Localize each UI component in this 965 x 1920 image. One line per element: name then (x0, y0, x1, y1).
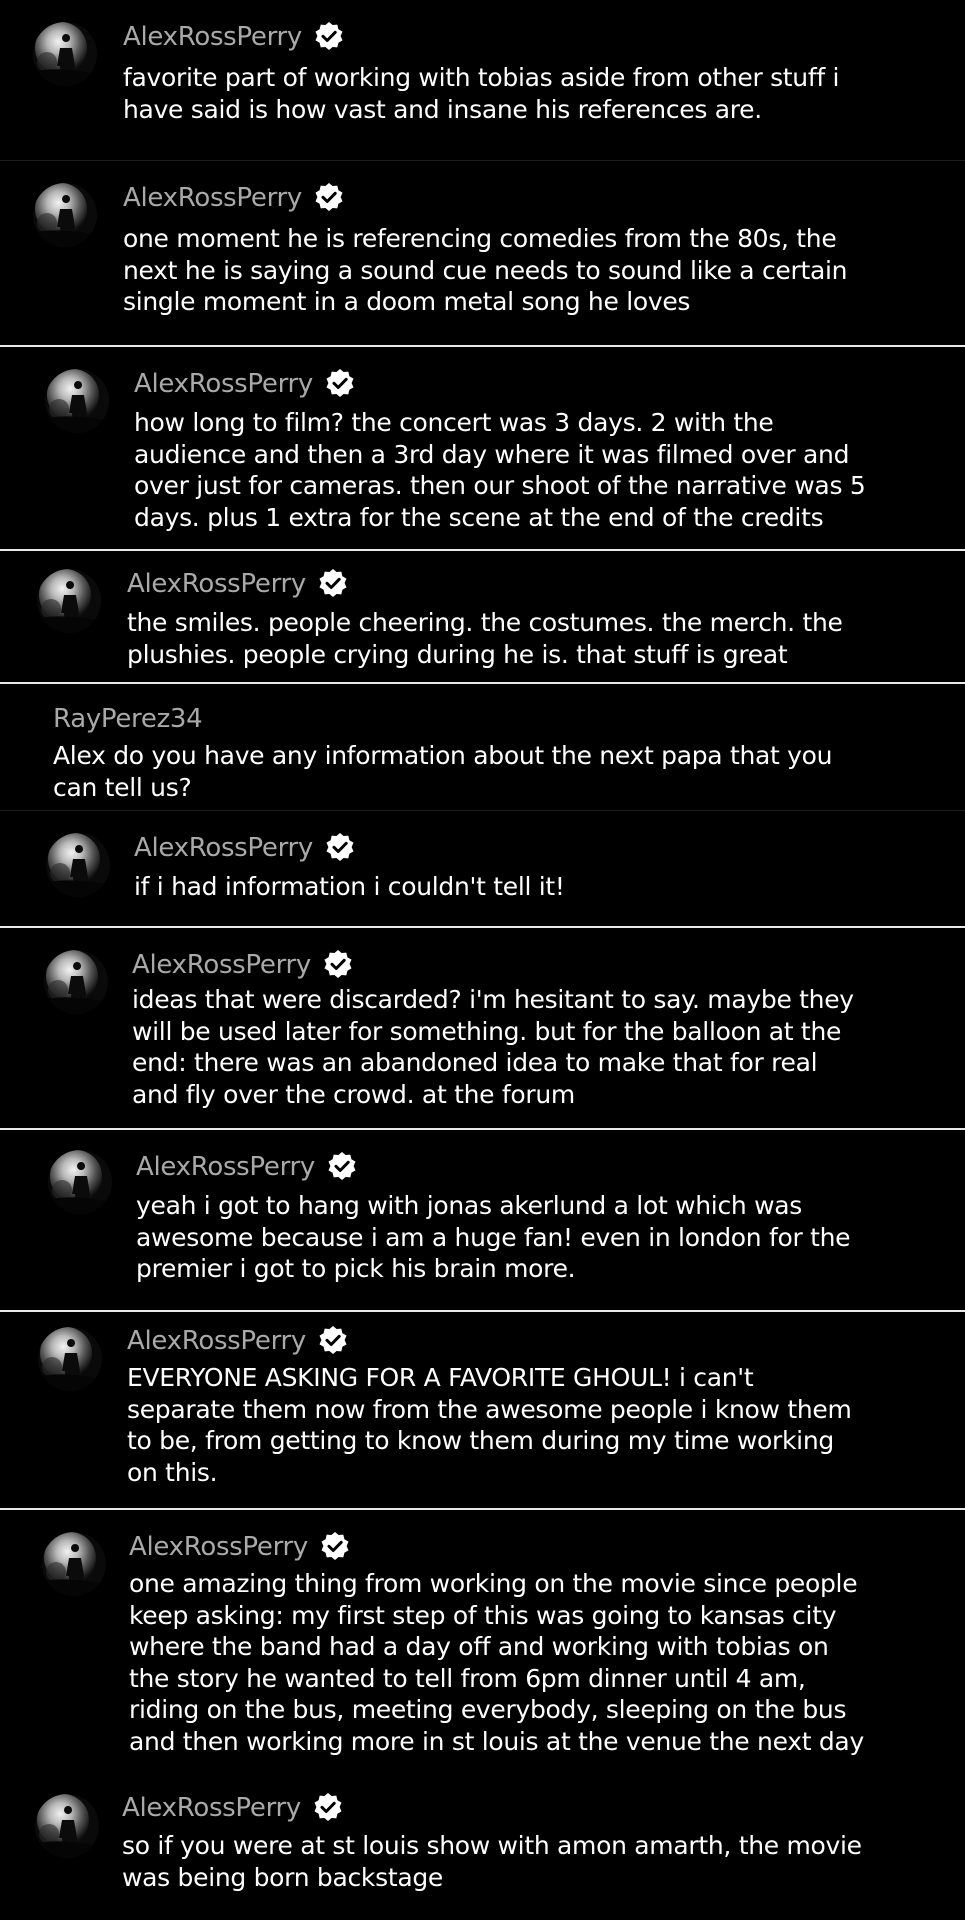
avatar[interactable] (45, 369, 109, 433)
avatar[interactable] (38, 1327, 102, 1391)
username[interactable]: AlexRossPerry (134, 833, 313, 863)
post (0, 684, 965, 810)
username[interactable]: AlexRossPerry (136, 1152, 315, 1182)
post-text: ideas that were discarded? i'm hesitant to say. maybe they will be used later for something. but for the balloon at the end: there was an abandoned idea to make that for real and fly over the crowd. at the forum (132, 985, 854, 1109)
avatar[interactable] (33, 183, 97, 247)
verified-badge-icon (318, 568, 348, 598)
post (0, 1510, 965, 1770)
username[interactable]: AlexRossPerry (122, 1793, 301, 1823)
avatar[interactable] (48, 1150, 112, 1214)
verified-badge-icon (313, 1792, 343, 1822)
post-text: if i had information i couldn't tell it! (134, 872, 565, 901)
post (0, 347, 965, 549)
avatar[interactable] (46, 833, 110, 897)
verified-badge-icon (314, 21, 344, 51)
avatar[interactable] (42, 1532, 106, 1596)
post-text: one moment he is referencing comedies from the 80s, the next he is saying a sound cue needs to sound like a certain single moment in a doom metal song he loves (123, 224, 848, 316)
post-text: how long to film? the concert was 3 days. 2 with the audience and then a 3rd day where it was filmed over and over just for cameras. then our shoot of the narrative was 5 days. plus 1 extra for the scene at the end of the credits (134, 408, 866, 532)
post (0, 1130, 965, 1310)
username[interactable]: AlexRossPerry (123, 22, 302, 52)
avatar[interactable] (35, 1794, 99, 1858)
post (0, 1770, 965, 1920)
post (0, 928, 965, 1128)
post-text: favorite part of working with tobias aside from other stuff i have said is how vast and insane his references are. (123, 63, 840, 124)
verified-badge-icon (325, 832, 355, 862)
avatar[interactable] (44, 950, 108, 1014)
post-text: one amazing thing from working on the movie since people keep asking: my first step of this was going to kansas city where the band had a day off and working with tobias on the story he wanted to tell from 6pm dinner until 4 am, riding on the bus, meeting everybody, sleeping on the bus and then working more in st louis at the venue the next day (129, 1569, 864, 1756)
verified-badge-icon (318, 1325, 348, 1355)
username[interactable]: AlexRossPerry (127, 569, 306, 599)
post (0, 161, 965, 345)
avatar[interactable] (33, 22, 97, 86)
post-text: the smiles. people cheering. the costumes. the merch. the plushies. people crying during he is. that stuff is great (127, 608, 843, 669)
username[interactable]: AlexRossPerry (123, 183, 302, 213)
username[interactable]: AlexRossPerry (132, 950, 311, 980)
post (0, 1312, 965, 1508)
verified-badge-icon (314, 182, 344, 212)
post (0, 811, 965, 926)
verified-badge-icon (327, 1151, 357, 1181)
verified-badge-icon (320, 1531, 350, 1561)
verified-badge-icon (323, 949, 353, 979)
username[interactable]: AlexRossPerry (129, 1532, 308, 1562)
username[interactable]: RayPerez34 (53, 704, 203, 734)
post-text: yeah i got to hang with jonas akerlund a lot which was awesome because i am a huge fan! even in london for the premier i got to pick his brain more. (136, 1191, 851, 1283)
post-text: EVERYONE ASKING FOR A FAVORITE GHOUL! i can't separate them now from the awesome people i know them to be, from getting to know them during my time working on this. (127, 1363, 852, 1487)
username[interactable]: AlexRossPerry (134, 369, 313, 399)
username[interactable]: AlexRossPerry (127, 1326, 306, 1356)
post-text: Alex do you have any information about the next papa that you can tell us? (53, 741, 833, 802)
avatar[interactable] (37, 569, 101, 633)
post (0, 0, 965, 160)
verified-badge-icon (325, 368, 355, 398)
post-text: so if you were at st louis show with amon amarth, the movie was being born backstage (122, 1831, 862, 1892)
post (0, 551, 965, 682)
